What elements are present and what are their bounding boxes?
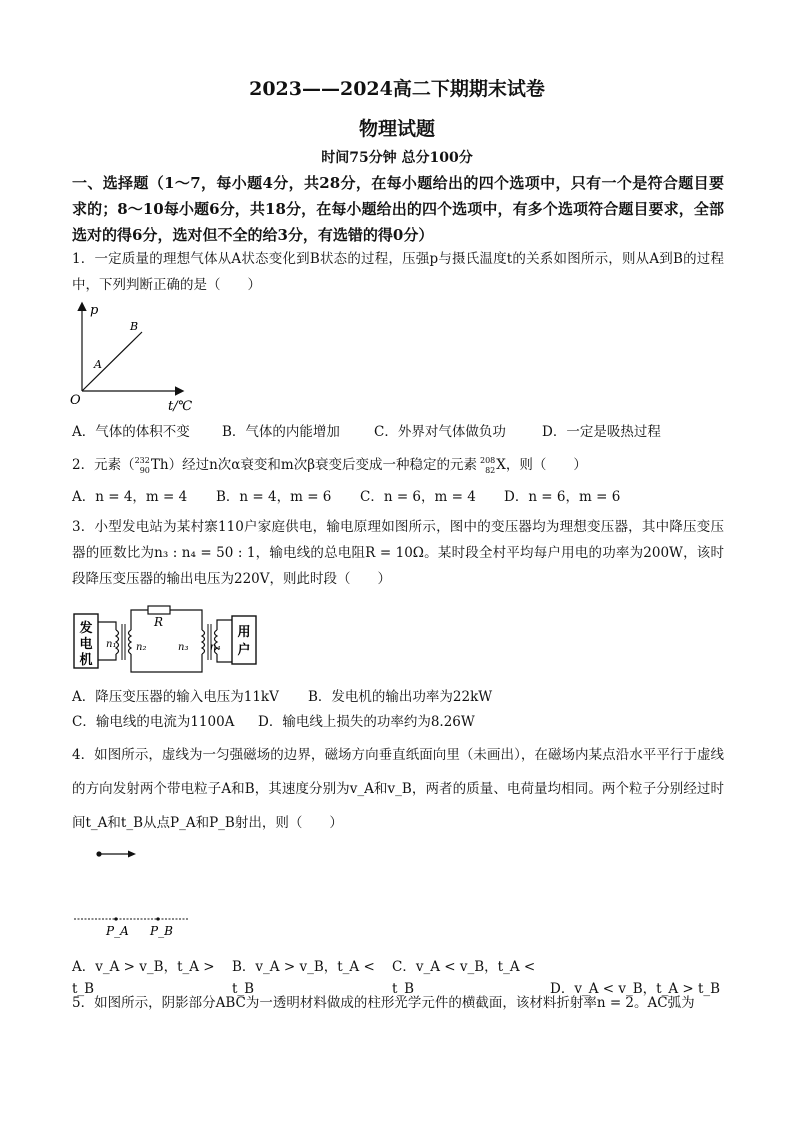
r-label: R bbox=[154, 615, 164, 629]
svg-text:电: 电 bbox=[79, 637, 93, 652]
line-resistor bbox=[148, 606, 170, 614]
q4-option-c[interactable]: C．v_A < v_B，t_A < t_B bbox=[392, 959, 536, 997]
q3-option-c[interactable]: C．输电线的电流为1100A bbox=[72, 714, 235, 730]
pb-label: P_B bbox=[150, 924, 173, 938]
launch-point bbox=[96, 851, 101, 856]
q2-option-a[interactable]: A．n = 4，m = 4 bbox=[72, 489, 188, 505]
q1-option-d[interactable]: D．一定是吸热过程 bbox=[542, 424, 661, 440]
t-label: t/℃ bbox=[168, 399, 193, 414]
question-1-stem: 1．一定质量的理想气体从A状态变化到B状态的过程，压强p与摄氏温度t的关系如图所示，则从A到B的过程中，下列判断正确的是（ ） bbox=[72, 251, 724, 293]
q2-stem-part-c: ，则（ ） bbox=[505, 457, 587, 473]
coil-n2 bbox=[129, 630, 132, 654]
question-3-options-row2 bbox=[72, 711, 724, 733]
origin-label: O bbox=[70, 393, 81, 408]
q1-pt-graph bbox=[70, 296, 200, 414]
n2-label: n₂ bbox=[136, 642, 147, 653]
exam-info: 时间75分钟 总分100分 bbox=[321, 150, 473, 166]
th-symbol: Th bbox=[150, 457, 169, 473]
p-label: p bbox=[90, 303, 99, 318]
exam-title: 2023——2024高二下期期末试卷 bbox=[249, 78, 545, 100]
x-mass-number: 208 bbox=[480, 455, 496, 465]
point-b-label: B bbox=[130, 320, 139, 333]
q1-option-a[interactable]: A．气体的体积不变 bbox=[72, 424, 190, 440]
subject-title: 物理试题 bbox=[358, 118, 435, 140]
q2-stem-part-b: ）经过n次α衰变和m次β衰变后变成一种稳定的元素 bbox=[168, 457, 477, 473]
th-atomic-number: 90 bbox=[139, 465, 150, 475]
question-3-options-row1 bbox=[72, 686, 724, 708]
q4-option-a[interactable]: A．v_A > v_B，t_A > t_B bbox=[72, 959, 215, 997]
section-instructions: 一、选择题（1～7，每小题4分，共28分，在每小题给出的四个选项中，只有一个是符合题目要求的；8～10每小题6分，共18分，在每小题给出的四个选项中，有多个选项符合题目要求，全部选对的得6分，选对但不全的给3分，有选错的得0分） bbox=[72, 174, 724, 244]
svg-text:用: 用 bbox=[237, 625, 251, 640]
coil-n3 bbox=[202, 630, 205, 654]
question-1-options bbox=[72, 421, 724, 443]
svg-text:机: 机 bbox=[79, 653, 93, 668]
q3-transmission-circuit bbox=[72, 602, 262, 680]
ab-line bbox=[82, 332, 142, 391]
svg-text:户: 户 bbox=[237, 643, 251, 658]
question-2-options bbox=[72, 486, 724, 508]
q4-option-b[interactable]: B．v_A > v_B，t_A < t_B bbox=[232, 959, 375, 997]
x-atomic-number: 82 bbox=[485, 465, 496, 475]
q1-option-c[interactable]: C．外界对气体做负功 bbox=[374, 424, 506, 440]
pa-label: P_A bbox=[106, 924, 129, 938]
q2-option-c[interactable]: C．n = 6，m = 4 bbox=[360, 489, 476, 505]
q1-option-b[interactable]: B．气体的内能增加 bbox=[222, 424, 340, 440]
question-4-stem: 4．如图所示，虚线为一匀强磁场的边界，磁场方向垂直纸面向里（未画出），在磁场内某点沿水平平行于虚线的方向发射两个带电粒子A和B，其速度分别为v_A和v_B，两者的质量、电荷量均相同。两个粒子分别经过时间t_A和t_B从点P_A和P_B射出，则（ ） bbox=[72, 747, 724, 831]
point-a-label: A bbox=[94, 358, 102, 371]
point-pa bbox=[114, 917, 117, 920]
svg-text:发: 发 bbox=[79, 621, 93, 636]
question-2-stem bbox=[72, 452, 724, 478]
n1-label: n₁ bbox=[106, 639, 117, 650]
q4-magnetic-field-figure bbox=[70, 842, 200, 942]
q3-option-a[interactable]: A．降压变压器的输入电压为11kV bbox=[72, 689, 279, 705]
th-mass-number: 232 bbox=[134, 455, 150, 465]
x-symbol: X bbox=[496, 457, 506, 473]
point-pb bbox=[156, 917, 159, 920]
q2-option-b[interactable]: B．n = 4，m = 6 bbox=[216, 489, 332, 505]
q3-option-d[interactable]: D．输电线上损失的功率约为8.26W bbox=[258, 714, 475, 730]
question-3-stem: 3．小型发电站为某村寨110户家庭供电，输电原理如图所示，图中的变压器均为理想变压器，其中降压变压器的匝数比为n₃ : n₄ = 50 : 1，输电线的总电阻R = 10Ω。某时段全村平均每户用电的功率为200W，该时段降压变压器的输出电压为220V，则此时段（ ） bbox=[72, 519, 724, 587]
question-5-stem: 5．如图所示，阴影部分ABC为一透明材料做成的柱形光学元件的横截面，该材料折射率n = 2。AC弧为 bbox=[72, 995, 695, 1011]
n4-label: n₄ bbox=[210, 642, 221, 653]
n3-label: n₃ bbox=[178, 642, 189, 653]
q4-option-d[interactable]: D．v_A < v_B，t_A > t_B bbox=[550, 981, 721, 997]
q2-option-d[interactable]: D．n = 6，m = 6 bbox=[504, 489, 621, 505]
q3-option-b[interactable]: B．发电机的输出功率为22kW bbox=[308, 689, 493, 705]
q2-stem-part-a: 2．元素（ bbox=[72, 457, 135, 473]
velocity-arrow bbox=[128, 851, 136, 858]
